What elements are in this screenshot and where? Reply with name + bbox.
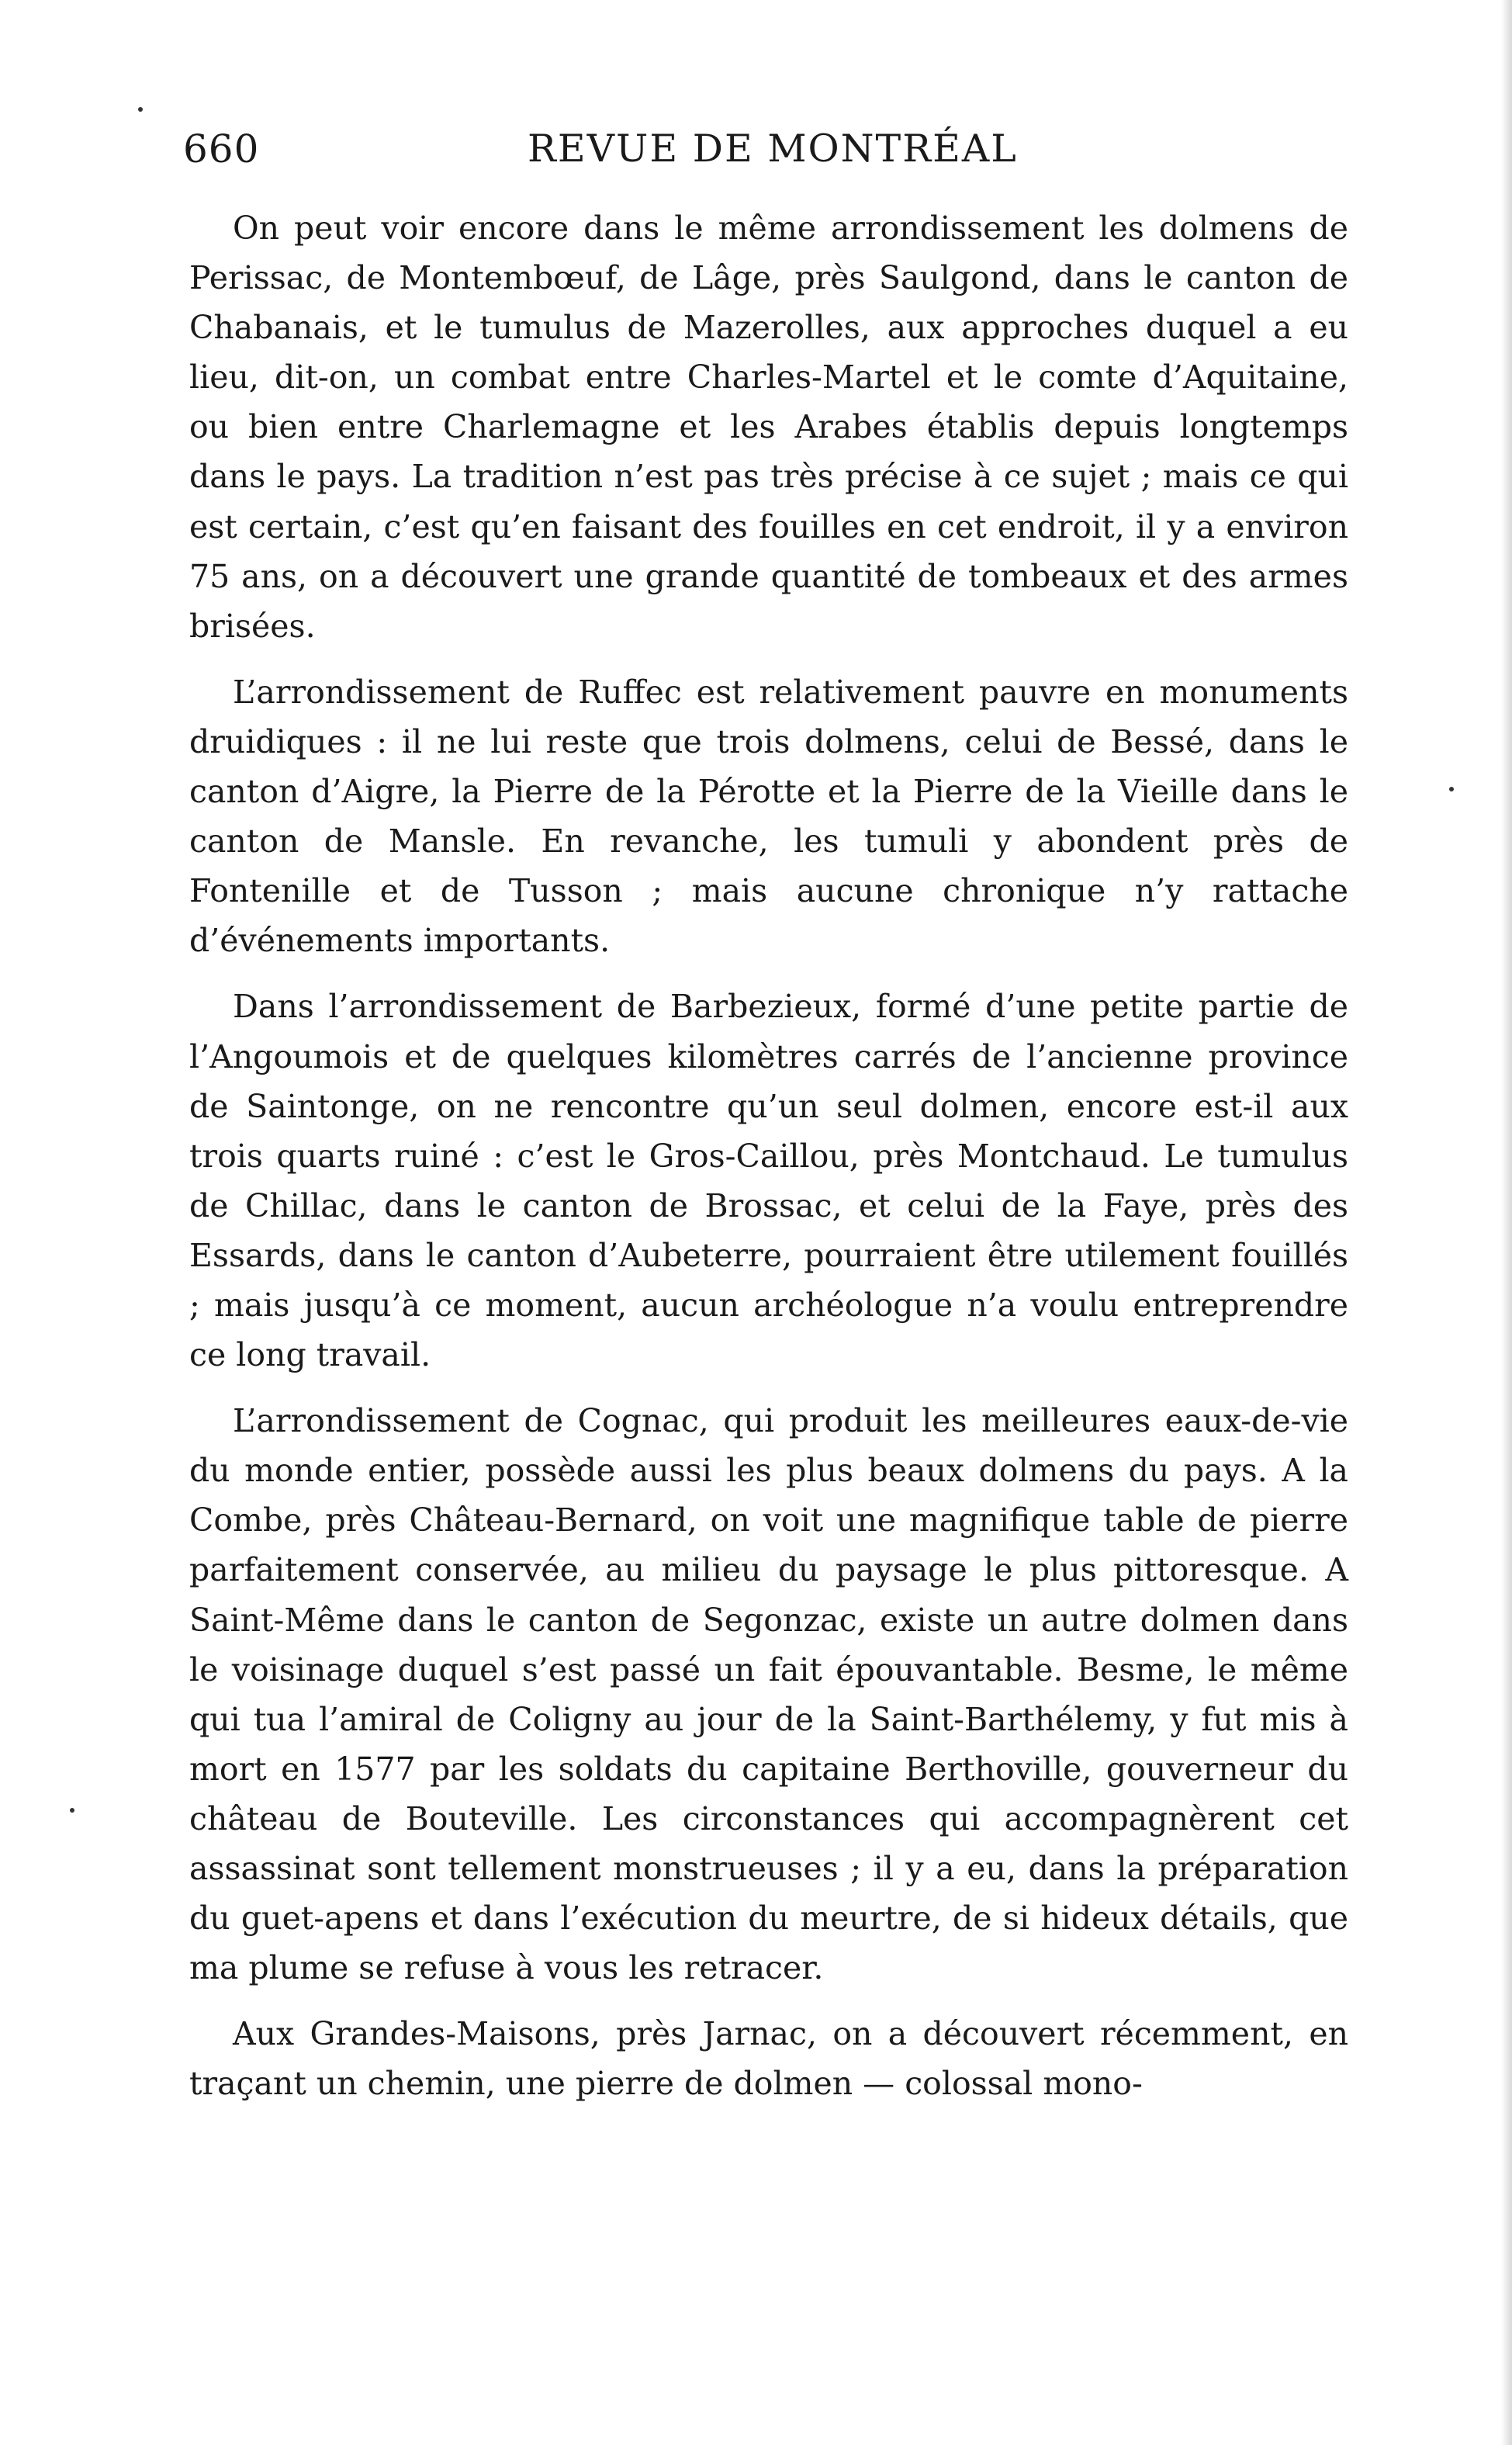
scan-edge xyxy=(1501,0,1512,2445)
scan-speck xyxy=(1449,787,1454,791)
paragraph-barbezieux: Dans l’arrondissement de Barbezieux, formé d’une petite partie de l’Angoumois et de quelques kilomètres carrés de l’ancienne province de Saintonge, on ne rencontre qu’un seul dolmen, encore est-il aux trois quarts ruiné : c’est le Gros-Caillou, près Montchaud. Le tumulus de Chillac, dans le canton de Brossac, et celui de la Faye, près des Essards, dans le canton d’Aubeterre, pourraient être utilement fouillés ; mais jusqu’à ce moment, aucun archéologue n’a voulu entreprendre ce long travail. xyxy=(189,988,1348,1374)
paragraph-ruffec: L’arrondissement de Ruffec est relativement pauvre en monuments druidiques : il ne lui reste que trois dolmens, celui de Bessé, dans le canton d’Aigre, la Pierre de la Pérotte et la Pierre de la Vieille dans le canton de Mansle. En revanche, les tumuli y abondent près de Fontenille et de Tusson ; mais aucune chronique n’y rattache d’événements importants. xyxy=(189,673,1348,960)
running-title: REVUE DE MONTRÉAL xyxy=(528,126,1018,171)
page-number: 660 xyxy=(183,126,260,171)
body-text xyxy=(189,203,1348,2108)
scan-speck xyxy=(138,107,143,112)
scan-speck xyxy=(70,1808,74,1813)
page-header xyxy=(183,118,1347,180)
paragraph-grandes-maisons: Aux Grandes-Maisons, près Jarnac, on a découvert récemment, en traçant un chemin, une pierre de dolmen — colossal mono- xyxy=(189,2015,1348,2103)
paragraph-cognac: L’arrondissement de Cognac, qui produit les meilleures eaux-de-vie du monde entier, possède aussi les plus beaux dolmens du pays. A la Combe, près Château-Bernard, on voit une magnifique table de pierre parfaitement conservée, au milieu du paysage le plus pittoresque. A Saint-Même dans le canton de Segonzac, existe un autre dolmen dans le voisinage duquel s’est passé un fait épouvantable. Besme, le même qui tua l’amiral de Coligny au jour de la Saint-Barthélemy, y fut mis à mort en 1577 par les soldats du capitaine Berthoville, gouverneur du château de Bouteville. Les circonstances qui accompagnèrent cet assassinat sont tellement monstrueuses ; il y a eu, dans la préparation du guet-apens et dans l’exécution du meurtre, de si hideux détails, que ma plume se refuse à vous les retracer. xyxy=(189,1402,1348,1987)
paragraph-perissac: On peut voir encore dans le même arrondissement les dolmens de Perissac, de Montembœuf, de Lâge, près Saulgond, dans le canton de Chabanais, et le tumulus de Mazerolles, aux approches duquel a eu lieu, dit-on, un combat entre Charles-Martel et le comte d’Aquitaine, ou bien entre Charlemagne et les Arabes établis depuis longtemps dans le pays. La tradition n’est pas très précise à ce sujet ; mais ce qui est certain, c’est qu’en faisant des fouilles en cet endroit, il y a environ 75 ans, on a découvert une grande quantité de tombeaux et des armes brisées. xyxy=(189,210,1348,645)
